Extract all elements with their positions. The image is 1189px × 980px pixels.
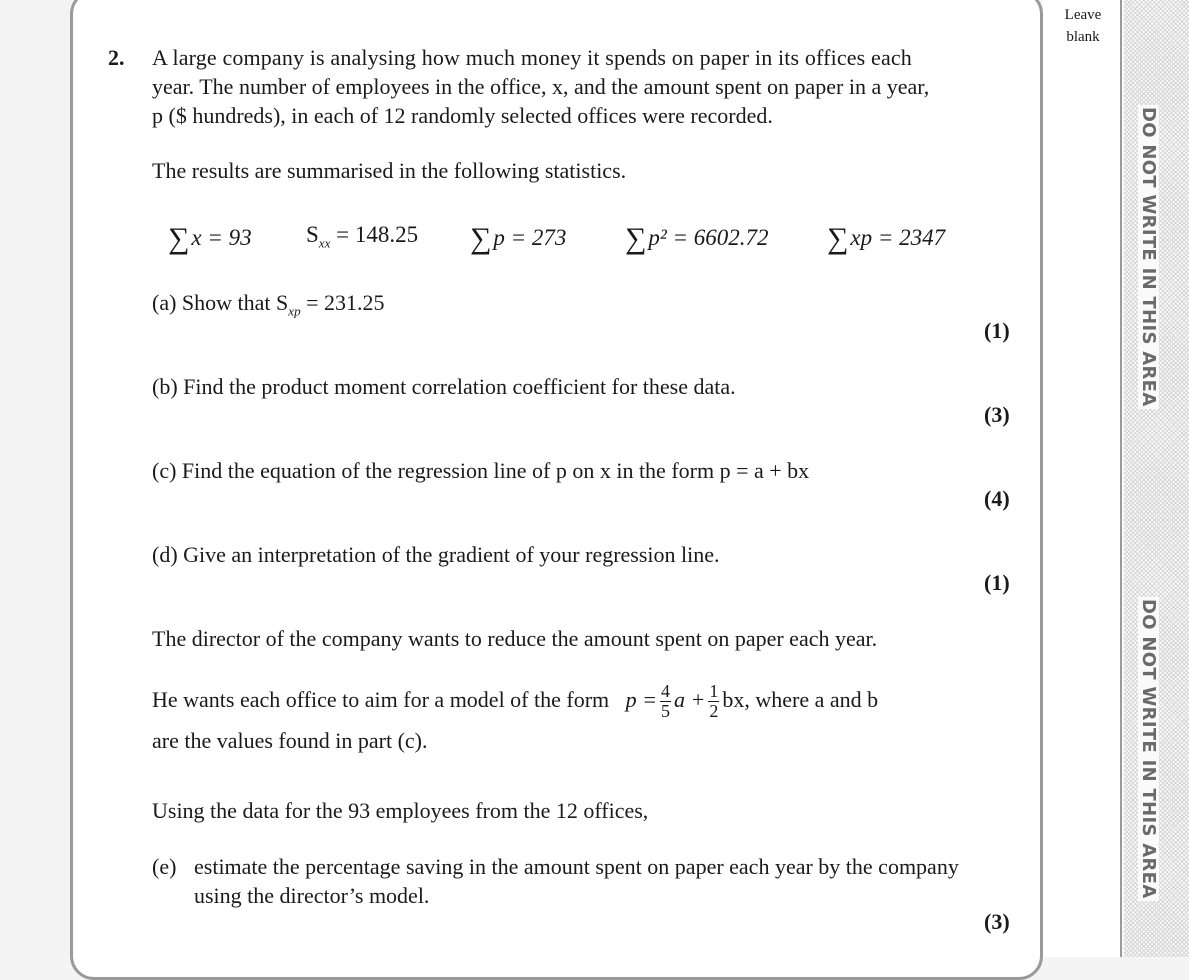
stat-sum-xp: ∑xp = 2347 [827, 222, 946, 255]
part-a: (a) Show that $S_{xp} = 231.25$ [152, 290, 385, 319]
part-d-marks: (1) [984, 570, 1010, 595]
part-e-line-2: using the director’s model. [194, 883, 430, 908]
intro-line-1: A large company is analysing how much money it spends on paper in its offices each [152, 45, 912, 70]
sigma-icon: ∑ [470, 222, 492, 255]
summary-intro: The results are summarised in the following statistics. [152, 158, 627, 183]
model-line-1: He wants each office to aim for a model of the form p = $\frac{4}{5}$ a + $\frac{1}{2}$ bx, where a and b [152, 681, 879, 722]
stat-sum-x: ∑x = 93 [168, 222, 252, 255]
exam-page [70, 0, 1043, 980]
part-e-line-1: estimate the percentage saving in the amount spent on paper each year by the company [194, 854, 959, 879]
sigma-icon: ∑ [625, 222, 647, 255]
sigma-icon: ∑ [827, 222, 849, 255]
part-b: (b) Find the product moment correlation coefficient for these data. [152, 374, 736, 399]
intro-line-2: year. The number of employees in the office, x, and the amount spent on paper in a year, [152, 74, 930, 99]
part-c-marks: (4) [984, 486, 1010, 511]
part-e-marks: (3) [984, 909, 1010, 934]
stat-sxx: $S_{xx} = 148.25$ [306, 222, 419, 251]
director-text: The director of the company wants to reduce the amount spent on paper each year. [152, 626, 878, 651]
margin-border-line [1120, 0, 1122, 957]
part-e-label: (e) [152, 854, 177, 879]
part-b-marks: (3) [984, 402, 1010, 427]
model-line-2: are the values found in part (c). [152, 728, 428, 753]
fraction-one-half: $\frac{1}{2}$ [709, 681, 719, 722]
part-c: (c) Find the equation of the regression line of p on x in the form p = a + bx [152, 458, 810, 483]
stat-sum-p: ∑p = 273 [470, 222, 567, 255]
left-margin [0, 0, 70, 957]
using-data-text: Using the data for the 93 employees from the 12 offices, [152, 798, 649, 823]
part-a-marks: (1) [984, 318, 1010, 343]
question-number: 2. [108, 45, 125, 70]
do-not-write-label-bottom: DO NOT WRITE IN THIS AREA [1138, 599, 1159, 899]
sigma-icon: ∑ [168, 222, 190, 255]
intro-line-3: p ($ hundreds), in each of 12 randomly selected offices were recorded. [152, 103, 773, 128]
leave-blank-label: Leave blank [1064, 7, 1102, 45]
leave-blank-column [1043, 0, 1123, 957]
part-d: (d) Give an interpretation of the gradient of your regression line. [152, 542, 720, 567]
stat-sum-p2: ∑p² = 6602.72 [625, 222, 769, 255]
do-not-write-label-top: DO NOT WRITE IN THIS AREA [1138, 107, 1159, 407]
fraction-four-fifths: $\frac{4}{5}$ [661, 681, 671, 722]
